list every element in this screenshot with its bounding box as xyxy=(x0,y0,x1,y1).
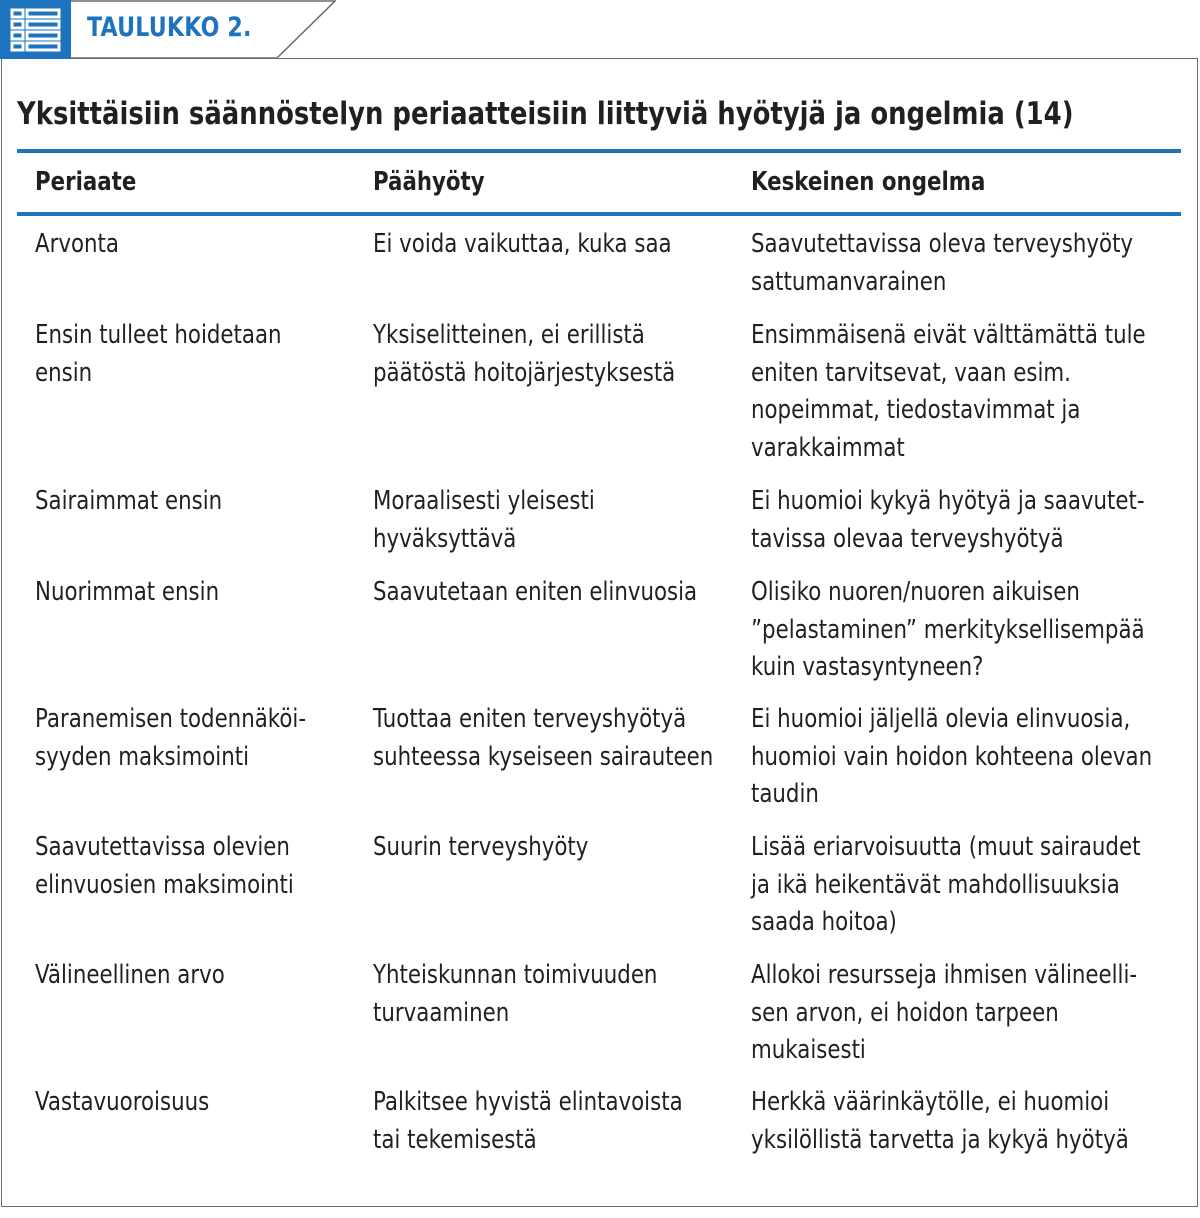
cell-line: Ei huomioi jäljellä olevia elinvuosia, xyxy=(751,704,1131,734)
cell-principle xyxy=(35,829,294,904)
cell-line: Saavutetaan eniten elinvuosia xyxy=(373,577,698,607)
column-header-benefit: Päähyöty xyxy=(373,167,485,197)
cell-line: sattumanvarainen xyxy=(751,266,947,297)
cell-line: eniten tarvitsevat, vaan esim. xyxy=(751,357,1071,388)
cell-principle xyxy=(35,957,225,995)
table-badge xyxy=(71,0,336,59)
cell-line: Välineellinen arvo xyxy=(35,960,225,990)
cell-line: ”pelastaminen” merkityksellisempää xyxy=(751,614,1145,645)
cell-benefit xyxy=(373,317,675,392)
cell-line: elinvuosien maksimointi xyxy=(35,869,294,900)
cell-line: kuin vastasyntyneen? xyxy=(751,652,984,682)
cell-line: päätöstä hoitojärjestyksestä xyxy=(373,357,676,388)
cell-line: yksilöllistä tarvetta ja kykyä hyötyä xyxy=(751,1124,1129,1155)
cell-line: Arvonta xyxy=(35,229,119,259)
table-number: TAULUKKO 2. xyxy=(87,12,252,43)
cell-principle xyxy=(35,1084,209,1122)
header-bottom-rule xyxy=(17,212,1181,216)
cell-line: hyväksyttävä xyxy=(373,523,517,554)
cell-line: Allokoi resursseja ihmisen välineelli- xyxy=(751,960,1138,990)
cell-problem xyxy=(751,957,1137,1070)
cell-line: Paranemisen todennäköi- xyxy=(35,704,307,734)
cell-line: Saavutettavissa olevien xyxy=(35,832,290,862)
cell-line: Ensin tulleet hoidetaan xyxy=(35,320,282,350)
cell-line: Vastavuoroisuus xyxy=(35,1087,210,1117)
cell-line: Olisiko nuoren/nuoren aikuisen xyxy=(751,577,1080,607)
cell-line: Herkkä väärinkäytölle, ei huomioi xyxy=(751,1087,1110,1117)
cell-line: Moraalisesti yleisesti xyxy=(373,486,595,516)
cell-principle xyxy=(35,483,222,521)
cell-problem xyxy=(751,226,1133,301)
cell-line: Tuottaa eniten terveyshyötyä xyxy=(373,704,687,734)
cell-problem xyxy=(751,829,1140,942)
header-top-rule xyxy=(17,149,1181,153)
cell-line: suhteessa kyseiseen sairauteen xyxy=(373,741,714,772)
cell-problem xyxy=(751,574,1145,687)
cell-line: mukaisesti xyxy=(751,1035,866,1065)
cell-line: Lisää eriarvoisuutta (muut sairaudet xyxy=(751,832,1141,862)
cell-line: huomioi vain hoidon kohteena olevan xyxy=(751,741,1153,772)
cell-benefit xyxy=(373,574,697,612)
column-header-problem: Keskeinen ongelma xyxy=(751,167,986,197)
cell-problem xyxy=(751,701,1152,814)
cell-benefit xyxy=(373,226,672,264)
cell-line: Yksiselitteinen, ei erillistä xyxy=(373,320,645,350)
cell-line: tai tekemisestä xyxy=(373,1124,537,1155)
cell-line: Saavutettavissa oleva terveyshyöty xyxy=(751,229,1134,259)
cell-problem xyxy=(751,1084,1129,1159)
cell-line: turvaaminen xyxy=(373,997,510,1028)
cell-line: tavissa olevaa terveyshyötyä xyxy=(751,523,1064,554)
table-title: Yksittäisiin säännöstelyn periaatteisiin liittyviä hyötyjä ja ongelmia (14) xyxy=(17,96,1074,132)
cell-principle xyxy=(35,574,219,612)
cell-principle xyxy=(35,226,119,264)
cell-benefit xyxy=(373,701,713,776)
column-header-principle: Periaate xyxy=(35,167,137,197)
cell-line: Nuorimmat ensin xyxy=(35,577,220,607)
cell-line: ensin xyxy=(35,357,93,388)
cell-benefit xyxy=(373,1084,683,1159)
cell-line: Yhteiskunnan toimivuuden xyxy=(373,960,658,990)
cell-line: nopeimmat, tiedostavimmat ja xyxy=(751,395,1081,425)
cell-line: taudin xyxy=(751,779,819,809)
cell-line: Ei huomioi kykyä hyötyä ja saavutet- xyxy=(751,486,1145,516)
cell-line: Sairaimmat ensin xyxy=(35,486,223,516)
cell-line: syyden maksimointi xyxy=(35,741,250,772)
cell-benefit xyxy=(373,957,657,1032)
cell-problem xyxy=(751,317,1146,467)
cell-line: sen arvon, ei hoidon tarpeen xyxy=(751,997,1059,1028)
cell-line: varakkaimmat xyxy=(751,432,905,463)
cell-line: ja ikä heikentävät mahdollisuuksia xyxy=(751,869,1120,900)
cell-problem xyxy=(751,483,1145,558)
cell-line: Ei voida vaikuttaa, kuka saa xyxy=(373,229,672,259)
cell-benefit xyxy=(373,829,588,867)
cell-line: Palkitsee hyvistä elintavoista xyxy=(373,1087,683,1117)
cell-principle xyxy=(35,317,282,392)
cell-line: Suurin terveyshyöty xyxy=(373,832,589,862)
cell-line: saada hoitoa) xyxy=(751,907,897,937)
cell-line: Ensimmäisenä eivät välttämättä tule xyxy=(751,320,1146,350)
cell-principle xyxy=(35,701,306,776)
cell-benefit xyxy=(373,483,595,558)
table-icon xyxy=(0,0,71,59)
